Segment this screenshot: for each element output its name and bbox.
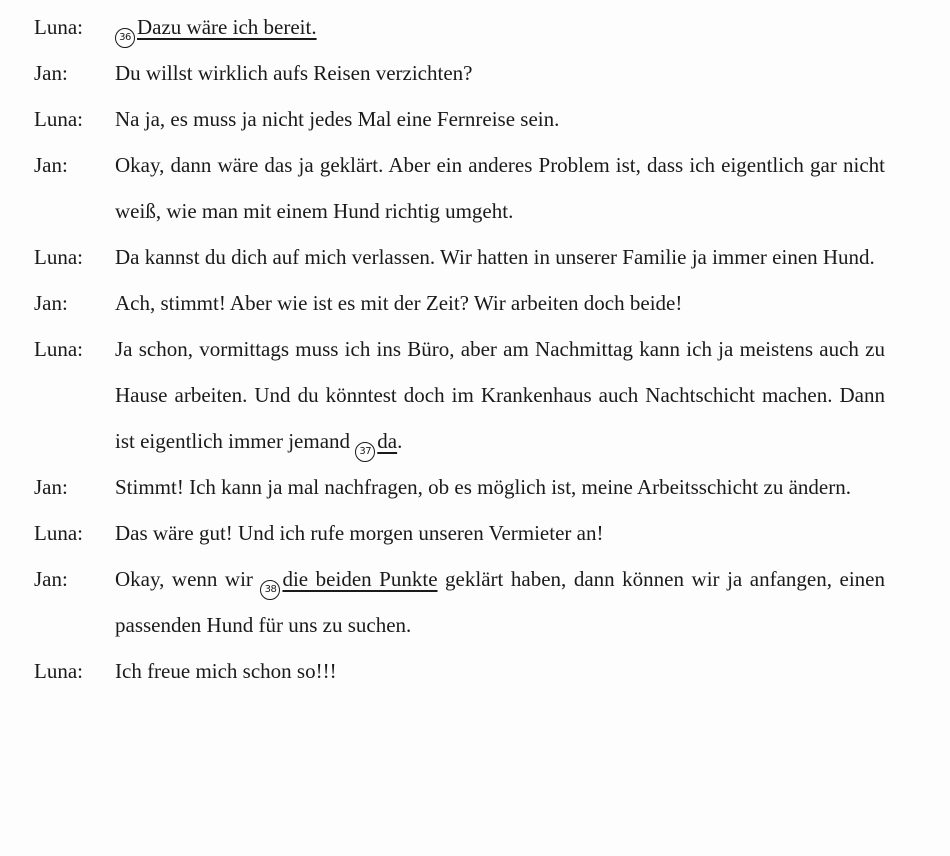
utterance [115, 326, 885, 464]
speaker-label: Luna: [34, 245, 83, 269]
underlined-phrase: die beiden Punkte [282, 567, 438, 591]
utterance: Du willst wirklich aufs Reisen verzichten? [115, 61, 473, 85]
utterance: Da kannst du dich auf mich verlassen. Wir hatten in unserer Familie ja immer einen Hund. [115, 245, 875, 269]
utterance-before: Okay, wenn wir [115, 567, 261, 591]
utterance [115, 4, 885, 50]
underlined-phrase: Dazu wäre ich bereit. [137, 15, 317, 39]
utterance: Ach, stimmt! Aber wie ist es mit der Zeit? Wir arbeiten doch beide! [115, 291, 683, 315]
speaker-label: Jan: [34, 61, 68, 85]
utterance-after: geklärt haben, dann können wir ja anfangen, einen passenden Hund für uns zu suchen. [115, 567, 885, 637]
speaker-label: Jan: [34, 567, 68, 591]
question-marker-38: 38 [260, 580, 280, 600]
utterance [115, 556, 885, 648]
utterance: Das wäre gut! Und ich rufe morgen unseren Vermieter an! [115, 521, 604, 545]
dialogue-turn [0, 4, 950, 50]
speaker-label: Luna: [34, 659, 83, 683]
speaker-label: Luna: [34, 337, 83, 361]
question-marker-37: 37 [355, 442, 375, 462]
speaker-label: Jan: [34, 475, 68, 499]
speaker-label: Jan: [34, 153, 68, 177]
dialogue-turn [0, 464, 950, 510]
utterance: Na ja, es muss ja nicht jedes Mal eine Fernreise sein. [115, 107, 560, 131]
underlined-phrase: da [377, 429, 398, 453]
speaker-label: Luna: [34, 521, 83, 545]
speaker-label: Jan: [34, 291, 68, 315]
dialogue-turn [0, 50, 950, 96]
speaker-label: Luna: [34, 15, 83, 39]
speaker-label: Luna: [34, 107, 83, 131]
utterance: Stimmt! Ich kann ja mal nachfragen, ob es möglich ist, meine Arbeitsschicht zu ändern. [115, 475, 851, 499]
utterance: Okay, dann wäre das ja geklärt. Aber ein anderes Problem ist, dass ich eigentlich gar nicht weiß, wie man mit einem Hund richtig umgeht. [115, 153, 885, 223]
utterance-before: Ja schon, vormittags muss ich ins Büro, aber am Nachmittag kann ich ja meistens auch zu Hause arbeiten. Und du könntest doch im Krankenhaus auch Nachtschicht machen. Dann ist eigentlich immer jemand [115, 337, 885, 453]
dialogue-turn [0, 96, 950, 142]
dialogue-turn [0, 326, 950, 464]
dialogue-turn [0, 280, 950, 326]
dialogue-turn [0, 510, 950, 556]
question-marker-36: 36 [115, 28, 135, 48]
dialogue-turn [0, 556, 950, 648]
utterance: Ich freue mich schon so!!! [115, 659, 337, 683]
dialogue-turn [0, 648, 950, 694]
utterance-after: . [397, 429, 403, 453]
dialogue-turn [0, 234, 950, 280]
dialogue-turn [0, 142, 950, 234]
